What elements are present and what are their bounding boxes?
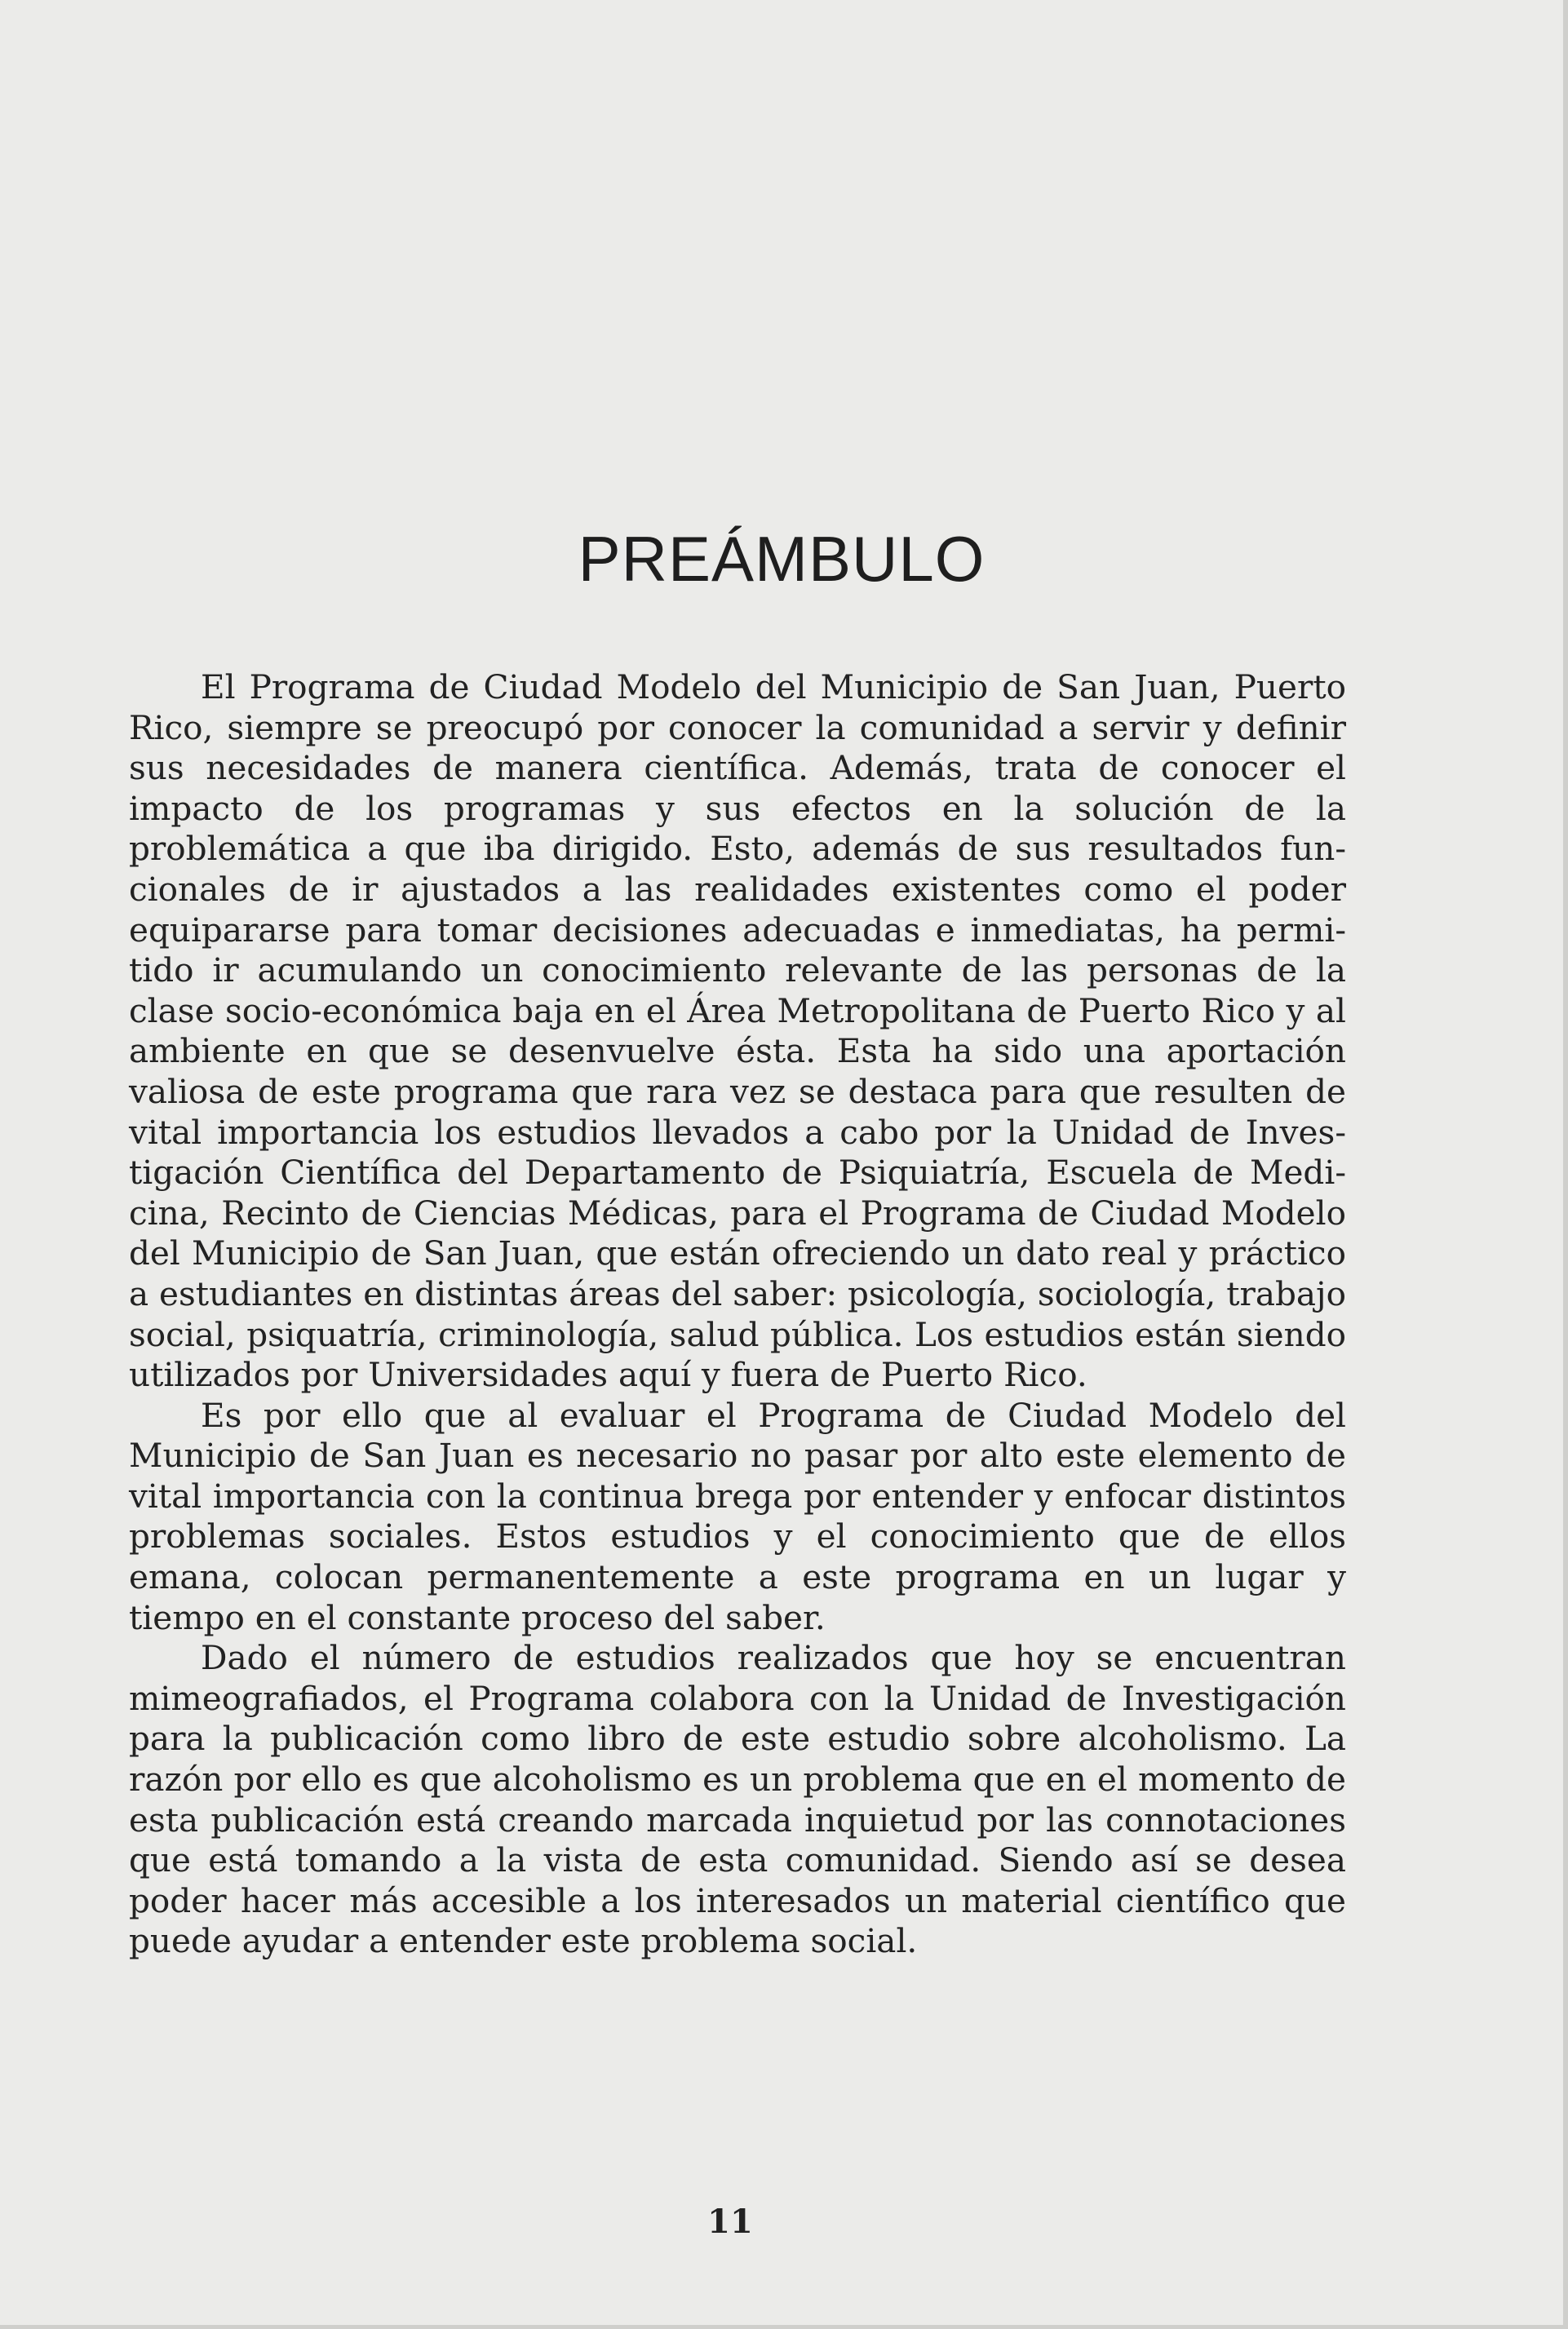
page-number: 11 [707,2203,753,2241]
paragraph-2: Es por ello que al evaluar el Programa de Ciudad Modelo del Municipio de San Juan es necesario no pasar por alto este elemento de vital importancia con la continua brega por entender y enfocar distintos problemas sociales. Estos estudios y el conocimiento que de ellos emana, colocan permanentemente a este programa en un lugar y tiempo en el constante proceso del saber. [129,1395,1346,1637]
paragraph-3: Dado el número de estudios realizados que hoy se encuentran mimeografiados, el Programa colabora con la Unidad de Investigación para la publicación como libro de este estudio sobre alcoholismo. La razón por ello es que alcoholismo es un problema que en el momento de esta publicación está creando marcada inquietud por las connotaciones que está tomando a la vista de esta comunidad. Siendo así se desea poder hacer más accesible a los interesados un material científico que puede ayudar a entender este problema social. [129,1638,1346,1961]
body-text [129,667,1346,1962]
page-title: PREÁMBULO [578,523,986,595]
paragraph-1: El Programa de Ciudad Modelo del Municipio de San Juan, Puerto Rico, siempre se preocupó por conocer la comunidad a servir y definir sus necesidades de manera científica. Además, trata de conocer el impacto de los programas y sus efectos en la solución de la problemática a que iba dirigido. Esto, además de sus resultados funcionales de ir ajustados a las realidades existentes como el poder equipararse para tomar decisiones adecuadas e inmediatas, ha permitido ir acumulando un conocimiento relevante de las personas de la clase socio-económica baja en el Área Metropolitana de Puerto Rico y al ambiente en que se desenvuelve ésta. Esta ha sido una aportación valiosa de este programa que rara vez se destaca para que resulten de vital importancia los estudios llevados a cabo por la Unidad de Investigación Científica del Departamento de Psiquiatría, Escuela de Medicina, Recinto de Ciencias Médicas, para el Programa de Ciudad Modelo del Municipio de San Juan, que están ofreciendo un dato real y práctico a estudiantes en distintas áreas del saber: psicología, sociología, trabajo social, psiquatría, criminología, salud pública. Los estudios están siendo utilizados por Universidades aquí y fuera de Puerto Rico. [129,667,1346,1395]
